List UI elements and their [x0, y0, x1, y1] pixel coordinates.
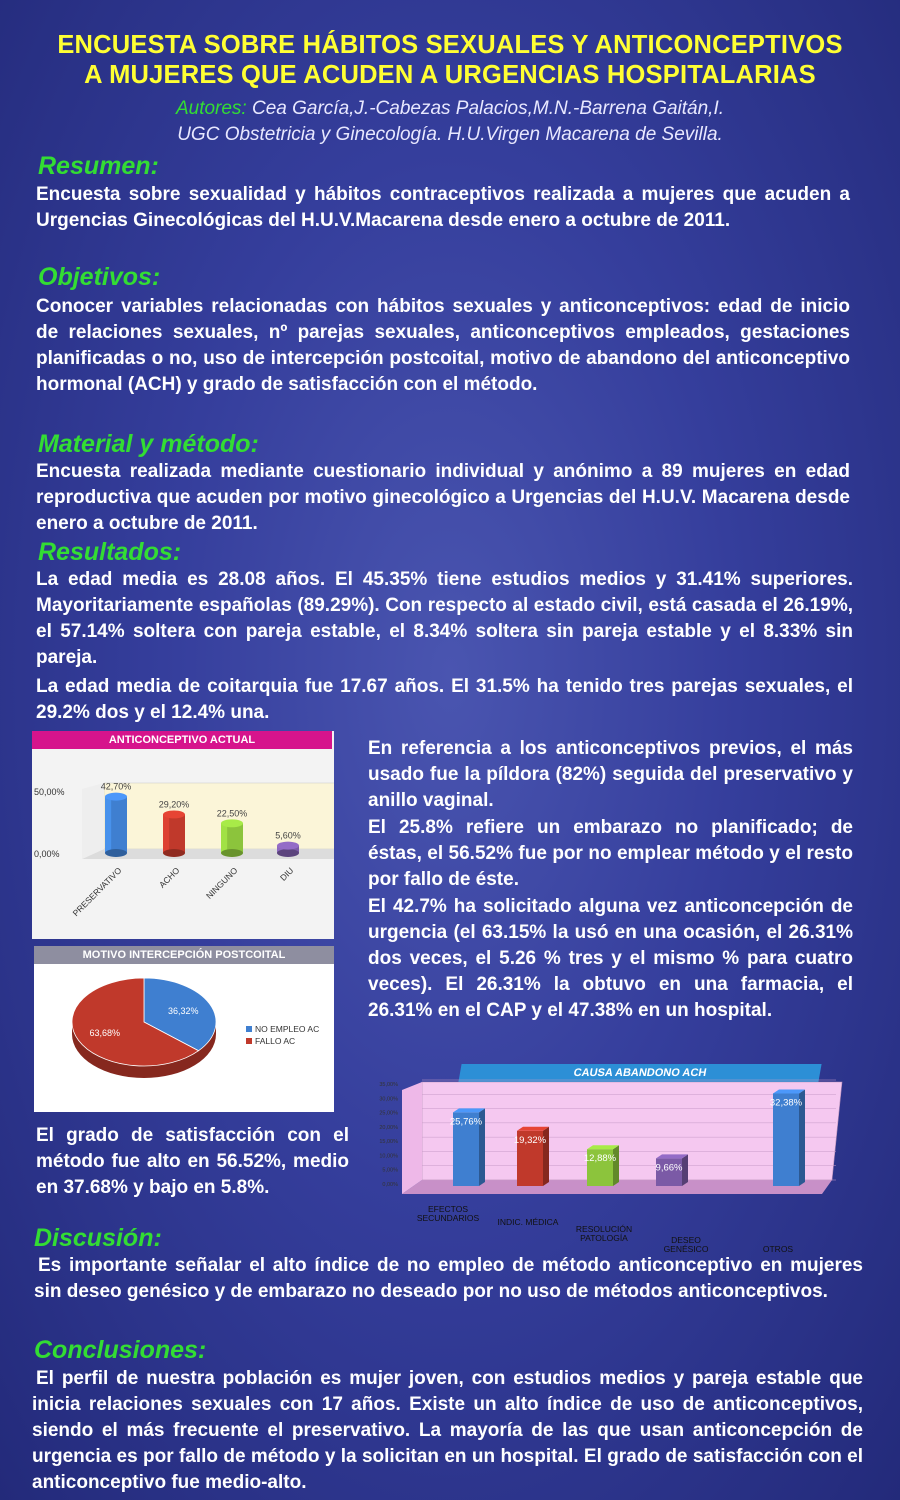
chart1-side-wall — [82, 783, 104, 859]
chart1-bar-3-top — [277, 842, 299, 850]
heading-resumen: Resumen: — [38, 152, 159, 180]
text-discusion: Es importante señalar el alto índice de no empleo de método anticonceptivo en mujeres sin deseo genésico y de embarazo no deseado por no uso de métodos anticonceptivos. — [34, 1255, 863, 1302]
chart1-bar-2-top — [221, 819, 243, 827]
chart-causa-abandono — [360, 1060, 860, 1260]
chart3-title: CAUSA ABANDONO ACH — [458, 1064, 821, 1082]
chart3-ytick-3: 15,00% — [379, 1139, 398, 1146]
chart3-value-label-0: 25,76% — [449, 1116, 483, 1128]
text-resultados-right-2: El 25.8% refiere un embarazo no planificado; de éstas, el 56.52% fue por no emplear método y el resto por fallo de éste. — [368, 817, 853, 890]
title-line-1: ENCUESTA SOBRE HÁBITOS SEXUALES Y ANTICONCEPTIVOS — [57, 31, 843, 59]
chart1-bar-0-shine — [105, 797, 111, 853]
heading-objetivos: Objetivos: — [38, 263, 161, 291]
chart-intercepcion-postcoital — [34, 946, 334, 1112]
chart1-bar-2-base — [221, 849, 243, 857]
chart1-ytick-1: 50,00% — [34, 787, 65, 797]
chart3-category-0: EFECTOS SECUNDARIOS — [416, 1204, 480, 1223]
chart1-category-0: PRESERVATIVO — [70, 865, 124, 919]
chart1-bar-1-base — [163, 849, 185, 857]
chart3-bar-side-2 — [613, 1145, 619, 1186]
chart3-ytick-0: 0,00% — [382, 1182, 398, 1188]
pie-value-label-1: 63,68% — [89, 1027, 120, 1038]
chart-anticonceptivo-actual — [32, 731, 334, 939]
chart3-category-4: OTROS — [762, 1244, 794, 1254]
chart3-ytick-2: 10,00% — [379, 1153, 398, 1160]
chart3-value-label-1: 19,32% — [513, 1134, 547, 1146]
heading-resultados: Resultados: — [38, 538, 182, 566]
chart3-ytick-7: 35,00% — [379, 1082, 398, 1088]
pie-value-label-0: 36,32% — [168, 1006, 199, 1017]
text-resultados-1: La edad media es 28.08 años. El 45.35% tiene estudios medios y 31.41% superiores. Mayoritariamente españolas (89.29%). Con respecto al estado civil, está casada el 26.19%, el 57.14% soltera con pareja estable, el 8.34% soltera sin pareja estable y el 8.33% sin pareja. — [36, 569, 853, 668]
authors-block — [0, 96, 900, 148]
chart1-value-label-3: 5,60% — [275, 830, 301, 841]
chart2-title: MOTIVO INTERCEPCIÓN POSTCOITAL — [34, 946, 334, 964]
chart1-bar-2-shine — [221, 823, 227, 853]
pie-legend-swatch-0 — [246, 1026, 252, 1032]
chart1-bar-1-top — [163, 810, 185, 818]
chart2-svg — [34, 946, 334, 1112]
chart1-value-label-1: 29,20% — [158, 799, 190, 810]
chart3-category-3: DESEO GENÉSICO — [663, 1235, 709, 1254]
text-resumen: Encuesta sobre sexualidad y hábitos contraceptivos realizada a mujeres que acuden a Urgencias Ginecológicas del H.U.V.Macarena desde enero a octubre de 2011. — [36, 184, 850, 231]
chart3-category-2: RESOLUCIÓN PATOLOGÍA — [575, 1224, 633, 1243]
chart3-ytick-5: 25,00% — [379, 1110, 398, 1117]
text-resultados-2: La edad media de coitarquia fue 17.67 años. El 31.5% ha tenido tres parejas sexuales, el 29.2% dos y el 12.4% una. — [36, 676, 853, 723]
chart3-svg — [360, 1060, 860, 1260]
chart1-bar-0-top — [105, 793, 127, 801]
chart1-bar-1-shine — [163, 814, 169, 853]
poster-title — [0, 30, 900, 90]
chart1-value-label-2: 22,50% — [216, 808, 248, 819]
pie-legend-label-0: NO EMPLEO AC — [255, 1024, 320, 1034]
chart1-bar-3-base — [277, 849, 299, 857]
authors-label: Autores: — [175, 98, 247, 119]
heading-conclusiones: Conclusiones: — [34, 1336, 207, 1364]
text-material: Encuesta realizada mediante cuestionario individual y anónimo a 89 mujeres en edad reproductiva que acuden por motivo ginecológico a Urgencias del H.U.V. Macarena desde enero a octubre de 2011. — [36, 461, 850, 534]
pie-legend-swatch-1 — [246, 1038, 252, 1044]
chart1-category-3: DIU — [277, 865, 296, 883]
chart3-bar-side-3 — [682, 1154, 688, 1186]
chart3-value-label-4: 32,38% — [769, 1097, 803, 1109]
chart3-side-wall — [402, 1082, 422, 1194]
text-objetivos: Conocer variables relacionadas con hábitos sexuales y anticonceptivos: edad de inicio de relaciones sexuales, nº parejas sexuales, anticonceptivos empleados, gestaciones planificadas o no, uso de intercepción postcoital, motivo de abandono del anticonceptivo hormonal (ACH) y grado de satisfacción con el método. — [36, 296, 850, 395]
heading-material: Material y método: — [38, 430, 259, 458]
chart3-ytick-6: 30,00% — [379, 1096, 398, 1103]
pie-legend-label-1: FALLO AC — [255, 1036, 296, 1046]
chart1-ytick-0: 0,00% — [34, 849, 60, 859]
title-line-2: A MUJERES QUE ACUDEN A URGENCIAS HOSPITALARIAS — [84, 61, 816, 89]
text-conclusiones: El perfil de nuestra población es mujer joven, con estudios medios y pareja estable que inicia relaciones sexuales con 17 años. Existe un alto índice de uso de anticonceptivos, siendo el más frecuente el preservativo. La mayoría de las que usan anticoncepción de urgencia es por fallo de método y la solicitan en un hospital. El grado de satisfacción con el anticonceptivo fue medio-alto. — [32, 1368, 863, 1493]
text-resultados-right-3: El 42.7% ha solicitado alguna vez anticoncepción de urgencia (el 63.15% la usó en una ocasión, el 26.31% dos veces, el 5.26 % tres y el mismo % para cuatro veces). El 26.31% la obtuvo en una farmacia, el 26.31% en el CAP y el 47.38% en un hospital. — [368, 896, 853, 1021]
affiliation: UGC Obstetricia y Ginecología. H.U.Virgen Macarena de Sevilla. — [177, 124, 723, 145]
chart3-ytick-1: 5,00% — [382, 1167, 398, 1174]
text-resultados-right-1: En referencia a los anticonceptivos previos, el más usado fue la píldora (82%) seguida del preservativo y anillo vaginal. — [368, 738, 853, 811]
chart1-bar-0-base — [105, 849, 127, 857]
chart3-ytick-4: 20,00% — [379, 1124, 398, 1131]
chart1-category-1: ACHO — [156, 865, 182, 890]
authors-names: Cea García,J.-Cabezas Palacios,M.N.-Barrena Gaitán,I. — [252, 98, 725, 119]
heading-discusion: Discusión: — [34, 1224, 162, 1252]
chart3-category-1: INDIC. MÉDICA — [497, 1217, 559, 1227]
chart1-svg — [32, 731, 334, 939]
chart1-value-label-0: 42,70% — [100, 781, 132, 792]
chart3-value-label-3: 9,66% — [655, 1162, 683, 1174]
chart1-category-2: NINGUNO — [203, 865, 240, 901]
chart1-title: ANTICONCEPTIVO ACTUAL — [32, 731, 332, 749]
text-satisfaccion: El grado de satisfacción con el método fue alto en 56.52%, medio en 37.68% y bajo en 5.8%. — [36, 1125, 349, 1198]
chart3-value-label-2: 12,88% — [583, 1153, 617, 1165]
